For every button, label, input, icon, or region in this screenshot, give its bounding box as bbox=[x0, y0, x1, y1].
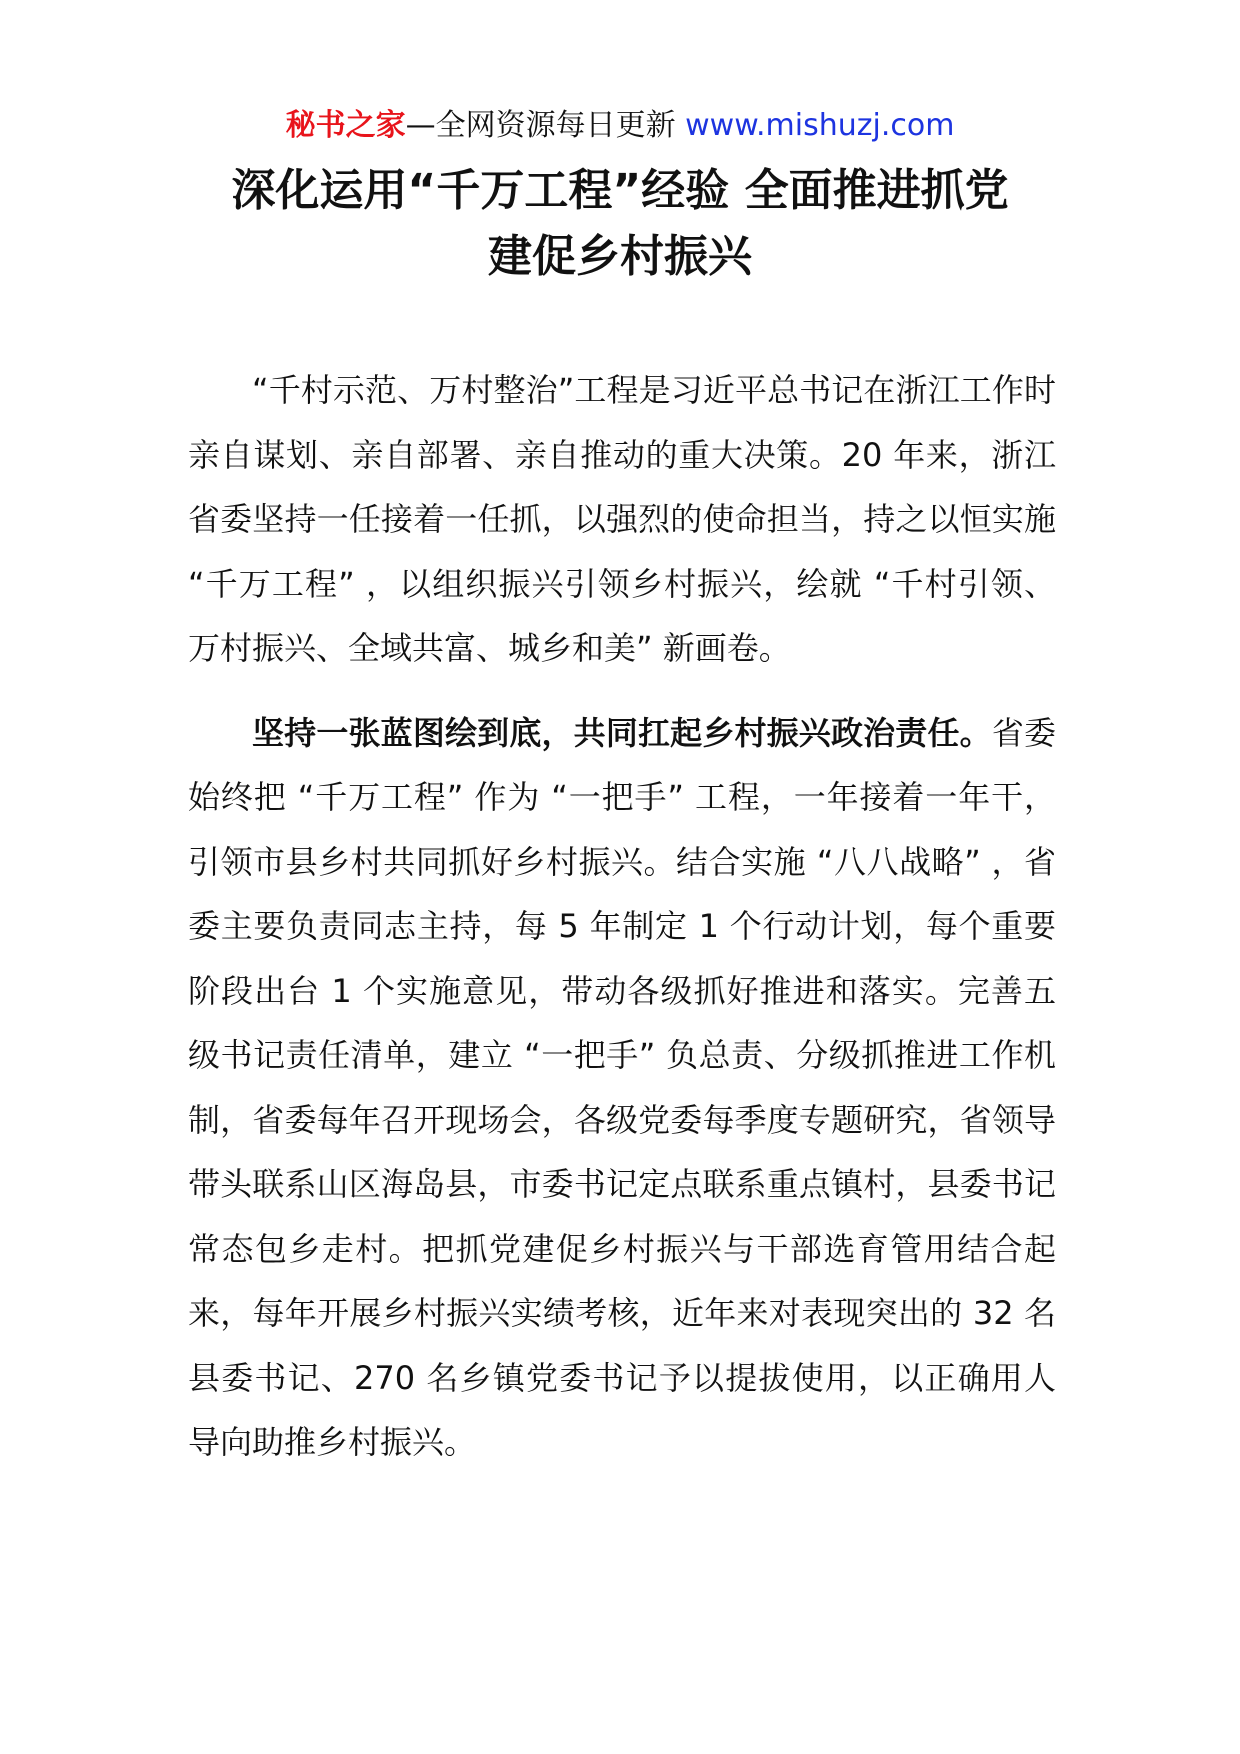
paragraph-1-text: “千村示范、万村整治”工程是习近平总书记在浙江工作时亲自谋划、亲自部署、亲自推动的重大决策。20 年来，浙江省委坚持一任接着一任抓，以强烈的使命担当，持之以恒实施 “千万工程” ，以组织振兴引领乡村振兴，绘就 “千村引领、万村振兴、全域共富、城乡和美” 新画卷。 bbox=[188, 371, 1056, 667]
site-url-link[interactable]: www.mishuzj.com bbox=[685, 108, 955, 143]
paragraph-2-lead: 坚持一张蓝图绘到底，共同扛起乡村振兴政治责任。 bbox=[252, 713, 992, 752]
site-header bbox=[0, 104, 1240, 148]
paragraph-2-text: 省委始终把 “千万工程” 作为 “一把手” 工程，一年接着一年干，引领市县乡村共同抓好乡村振兴。结合实施 “八八战略” ，省委主要负责同志主持，每 5 年制定 1 个行动计划，每个重要阶段出台 1 个实施意见，带动各级抓好推进和落实。完善五级书记责任清单，建立 “一把手” 负总责、分级抓推进工作机制，省委每年召开现场会，各级党委每季度专题研究，省领导带头联系山区海岛县，市委书记定点联系重点镇村，县委书记常态包乡走村。把抓党建促乡村振兴与干部选育管用结合起来，每年开展乡村振兴实绩考核，近年来对表现突出的 32 名县委书记、270 名乡镇党委书记予以提拔使用，以正确用人导向助推乡村振兴。 bbox=[188, 713, 1056, 1461]
document-title bbox=[160, 158, 1080, 290]
paragraph-2 bbox=[188, 701, 1056, 1475]
brand-name: 秘书之家 bbox=[285, 108, 406, 143]
header-tagline: —全网资源每日更新 bbox=[405, 108, 676, 143]
document-title-line-1: 深化运用“千万工程”经验 全面推进抓党 bbox=[231, 165, 1009, 216]
document-body bbox=[188, 358, 1056, 1495]
document-title-line-2: 建促乡村振兴 bbox=[488, 231, 752, 282]
paragraph-1 bbox=[188, 358, 1056, 681]
